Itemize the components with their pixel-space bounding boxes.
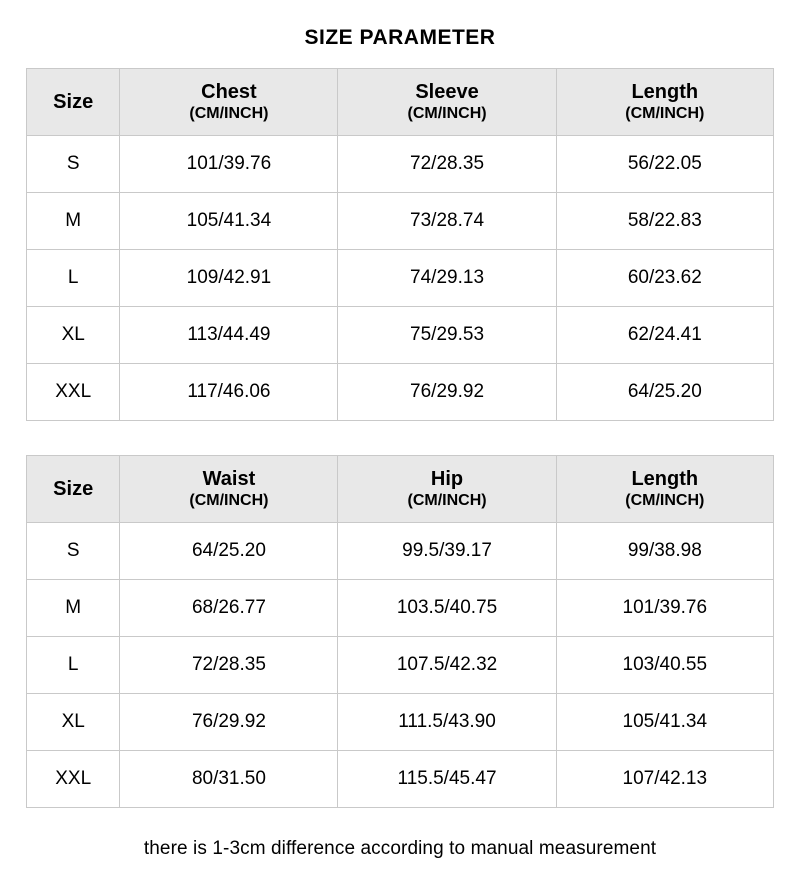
page-title: SIZE PARAMETER <box>304 26 496 49</box>
column-header-hip-label: Hip <box>430 467 464 490</box>
bottom-size-table-head <box>27 456 774 523</box>
cell-length: 58/22.83 <box>556 193 773 250</box>
column-header-length <box>556 456 773 523</box>
cell-size: S <box>27 136 120 193</box>
top-size-table <box>26 68 774 421</box>
cell-waist: 72/28.35 <box>120 637 338 694</box>
column-header-length-label: Length <box>631 80 699 103</box>
table-row <box>27 307 774 364</box>
cell-length: 64/25.20 <box>556 364 773 421</box>
cell-waist: 80/31.50 <box>120 751 338 808</box>
column-header-waist <box>120 456 338 523</box>
column-header-length <box>556 69 773 136</box>
cell-length: 105/41.34 <box>556 694 773 751</box>
cell-hip: 111.5/43.90 <box>338 694 556 751</box>
table-row <box>27 751 774 808</box>
column-header-chest-unit: (CM/INCH) <box>189 104 269 122</box>
column-header-hip-unit: (CM/INCH) <box>407 491 487 509</box>
column-header-sleeve <box>338 69 556 136</box>
cell-length: 101/39.76 <box>556 580 773 637</box>
column-header-sleeve-unit: (CM/INCH) <box>407 104 487 122</box>
cell-length: 56/22.05 <box>556 136 773 193</box>
cell-waist: 64/25.20 <box>120 523 338 580</box>
table-header-row <box>27 456 774 523</box>
column-header-hip <box>338 456 556 523</box>
cell-hip: 103.5/40.75 <box>338 580 556 637</box>
table-row <box>27 637 774 694</box>
top-size-table-head <box>27 69 774 136</box>
column-header-length-label: Length <box>631 467 699 490</box>
cell-size: XXL <box>27 364 120 421</box>
column-header-size: Size <box>27 456 120 523</box>
cell-chest: 117/46.06 <box>120 364 338 421</box>
cell-length: 99/38.98 <box>556 523 773 580</box>
column-header-size: Size <box>27 69 120 136</box>
column-header-length-unit: (CM/INCH) <box>625 491 705 509</box>
bottom-size-table-wrapper <box>26 455 774 808</box>
cell-size: XL <box>27 307 120 364</box>
column-header-chest <box>120 69 338 136</box>
cell-size: M <box>27 193 120 250</box>
table-row <box>27 580 774 637</box>
cell-hip: 99.5/39.17 <box>338 523 556 580</box>
top-size-table-wrapper <box>26 68 774 421</box>
table-row <box>27 250 774 307</box>
cell-size: XL <box>27 694 120 751</box>
cell-size: S <box>27 523 120 580</box>
cell-size: L <box>27 637 120 694</box>
cell-hip: 107.5/42.32 <box>338 637 556 694</box>
cell-chest: 113/44.49 <box>120 307 338 364</box>
cell-chest: 109/42.91 <box>120 250 338 307</box>
table-spacer <box>0 421 800 455</box>
cell-length: 60/23.62 <box>556 250 773 307</box>
column-header-waist-label: Waist <box>202 467 256 490</box>
bottom-size-table <box>26 455 774 808</box>
table-row <box>27 523 774 580</box>
measurement-note: there is 1-3cm difference according to manual measurement <box>143 838 657 859</box>
table-row <box>27 136 774 193</box>
top-size-table-body <box>27 136 774 421</box>
column-header-length-unit: (CM/INCH) <box>625 104 705 122</box>
table-row <box>27 364 774 421</box>
cell-length: 103/40.55 <box>556 637 773 694</box>
cell-length: 62/24.41 <box>556 307 773 364</box>
cell-sleeve: 74/29.13 <box>338 250 556 307</box>
cell-hip: 115.5/45.47 <box>338 751 556 808</box>
table-row <box>27 193 774 250</box>
table-header-row <box>27 69 774 136</box>
cell-waist: 76/29.92 <box>120 694 338 751</box>
cell-size: L <box>27 250 120 307</box>
cell-sleeve: 73/28.74 <box>338 193 556 250</box>
cell-length: 107/42.13 <box>556 751 773 808</box>
cell-sleeve: 72/28.35 <box>338 136 556 193</box>
column-header-chest-label: Chest <box>201 80 257 103</box>
bottom-size-table-body <box>27 523 774 808</box>
cell-size: XXL <box>27 751 120 808</box>
cell-waist: 68/26.77 <box>120 580 338 637</box>
cell-chest: 101/39.76 <box>120 136 338 193</box>
table-row <box>27 694 774 751</box>
cell-size: M <box>27 580 120 637</box>
column-header-waist-unit: (CM/INCH) <box>189 491 269 509</box>
column-header-sleeve-label: Sleeve <box>415 80 479 103</box>
cell-chest: 105/41.34 <box>120 193 338 250</box>
cell-sleeve: 75/29.53 <box>338 307 556 364</box>
cell-sleeve: 76/29.92 <box>338 364 556 421</box>
